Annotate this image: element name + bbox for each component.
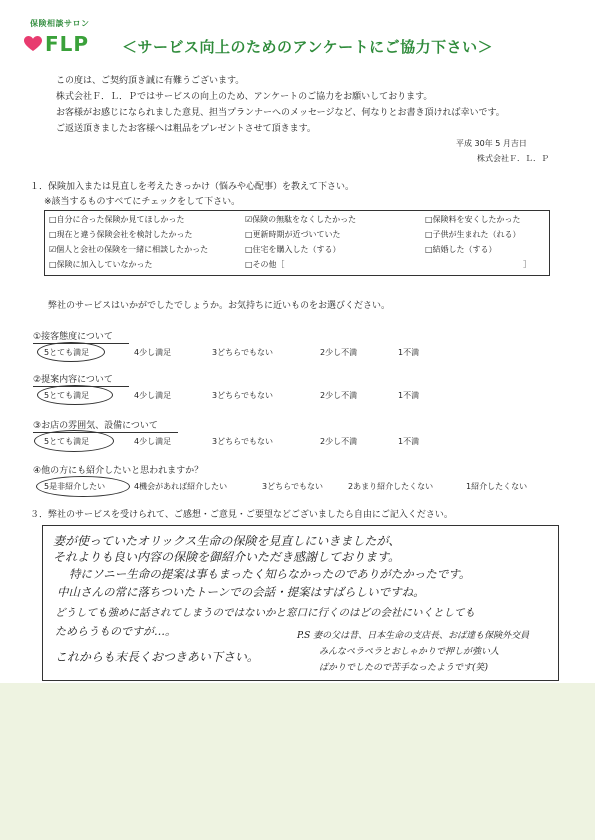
q1-note: ※該当するものすべてにチェックをして下さい。 xyxy=(44,197,241,207)
q1-title: １．保険加入または見直しを考えたきっかけ（悩みや心配事）を教えて下さい。 xyxy=(30,182,355,192)
rating-choice[interactable]: 2少し不満 xyxy=(320,437,358,446)
handwritten-line: 妻が使っていたオリックス生命の保険を見直しにいきましたが、 xyxy=(53,534,401,548)
rating-choice[interactable]: 2あまり紹介したくない xyxy=(348,482,434,491)
q1-option-other[interactable]: □その他［ xyxy=(245,260,285,269)
selection-circle xyxy=(34,430,114,452)
rating-choice[interactable]: 3どちらでもない xyxy=(262,482,324,491)
handwritten-line: 中山さんの常に落ちついたトーンでの会話・提案はすばらしいですね。 xyxy=(57,585,425,599)
selection-circle xyxy=(37,342,105,362)
rating-choice-selected[interactable]: 5とても満足 xyxy=(44,391,90,400)
handwritten-line: どうしても強めに話されてしまうのではないかと窓口に行くのはどの会社にいくとしても xyxy=(55,607,475,619)
q2-item-heading: ①接客態度について xyxy=(33,332,113,342)
q1-option[interactable]: □現在と違う保険会社を検討したかった xyxy=(49,230,193,239)
company-name: 株式会社Ｆ．Ｌ．Ｐ xyxy=(477,154,549,163)
rating-choice[interactable]: 4機会があれば紹介したい xyxy=(134,482,228,491)
intro-line: ご返送頂きましたお客様へは粗品をプレゼントさせて頂きます。 xyxy=(56,124,316,134)
rating-choice[interactable]: 3どちらでもない xyxy=(212,437,274,446)
rating-choice[interactable]: 4少し満足 xyxy=(134,391,172,400)
intro-line: この度は、ご契約頂き誠に有難うございます。 xyxy=(56,76,245,86)
q1-option[interactable]: □自分に合った保険か見てほしかった xyxy=(49,215,185,224)
handwritten-ps-line: ばかりでしたので苦手なったようです(笑) xyxy=(319,663,489,673)
rating-choice[interactable]: 1不満 xyxy=(398,437,420,446)
intro-line: お客様がお感じになられました意見、担当プランナーへのメッセージなど、何なりとお書き頂ければ幸いです。 xyxy=(56,108,505,118)
q3-title: ３．弊社のサービスを受けられて、ご感想・ご意見・ご要望などございましたら自由にご記入ください。 xyxy=(30,510,453,520)
handwritten-line: 特にソニー生命の提案は事もまったく知らなかったのでありがたかったです。 xyxy=(69,567,471,581)
selection-circle xyxy=(36,476,130,497)
q1-option[interactable]: □更新時期が近づいていた xyxy=(245,230,341,239)
q1-checkbox-grid xyxy=(44,210,550,276)
selection-circle xyxy=(37,385,113,405)
q1-option-checked[interactable]: ☑保険の無駄をなくしたかった xyxy=(245,215,357,224)
logo-subtitle: 保険相談サロン xyxy=(30,19,90,28)
handwritten-line: それよりも良い内容の保険を御紹介いただき感謝しております。 xyxy=(53,550,401,564)
q1-option[interactable]: □保険料を安くしたかった xyxy=(425,215,521,224)
q1-option[interactable]: □子供が生まれた（れる） xyxy=(425,230,521,239)
rating-choice[interactable]: 4少し満足 xyxy=(134,437,172,446)
rating-choice[interactable]: 3どちらでもない xyxy=(212,348,274,357)
q2-item-heading: ④他の方にも紹介したいと思われますか？ xyxy=(33,466,204,476)
handwritten-line: ためらうものですが…。 xyxy=(55,625,176,638)
rating-choice[interactable]: 1不満 xyxy=(398,348,420,357)
rating-choice[interactable]: 4少し満足 xyxy=(134,348,172,357)
rating-choice[interactable]: 2少し不満 xyxy=(320,348,358,357)
q1-option[interactable]: □住宅を購入した（する） xyxy=(245,245,341,254)
q1-option-other-close: ］ xyxy=(523,260,531,269)
intro-line: 株式会社Ｆ．Ｌ．Ｐではサービスの向上のため、アンケートのご協力をお願いしております。 xyxy=(56,92,433,102)
q2-item-heading: ③お店の雰囲気、設備について xyxy=(33,421,158,431)
rating-choice[interactable]: 1紹介したくない xyxy=(466,482,528,491)
rating-choice[interactable]: 1不満 xyxy=(398,391,420,400)
page-title: ＜サービス向上のためのアンケートにご協力下さい＞ xyxy=(122,38,494,56)
heart-logo-icon xyxy=(24,36,42,52)
comment-box[interactable] xyxy=(42,525,559,681)
q1-option[interactable]: □結婚した（する） xyxy=(425,245,497,254)
q2-title: 弊社のサービスはいかがでしたでしょうか。お気持ちに近いものをお選びください。 xyxy=(48,301,391,311)
rating-choice-selected[interactable]: 5とても満足 xyxy=(44,348,90,357)
issue-date: 平成 30年 5 月吉日 xyxy=(456,139,527,148)
q1-option-checked[interactable]: ☑個人と会社の保険を一緒に相談したかった xyxy=(49,245,209,254)
handwritten-line: これからも末長くおつきあい下さい。 xyxy=(55,650,259,664)
rating-choice-selected[interactable]: 5是非紹介したい xyxy=(44,482,106,491)
rating-choice[interactable]: 3どちらでもない xyxy=(212,391,274,400)
handwritten-ps-line: P.S 妻の父は昔、日本生命の支店長、おば達も保険外交員 xyxy=(297,631,530,641)
q2-item-heading: ②提案内容について xyxy=(33,375,113,385)
rating-choice-selected[interactable]: 5とても満足 xyxy=(44,437,90,446)
logo-text: FLP xyxy=(45,32,90,56)
handwritten-ps-line: みんなペラペラとおしゃかりで押しが強い人 xyxy=(319,647,500,657)
q1-option[interactable]: □保険に加入していなかった xyxy=(49,260,153,269)
page-background-band xyxy=(0,683,595,840)
rating-choice[interactable]: 2少し不満 xyxy=(320,391,358,400)
